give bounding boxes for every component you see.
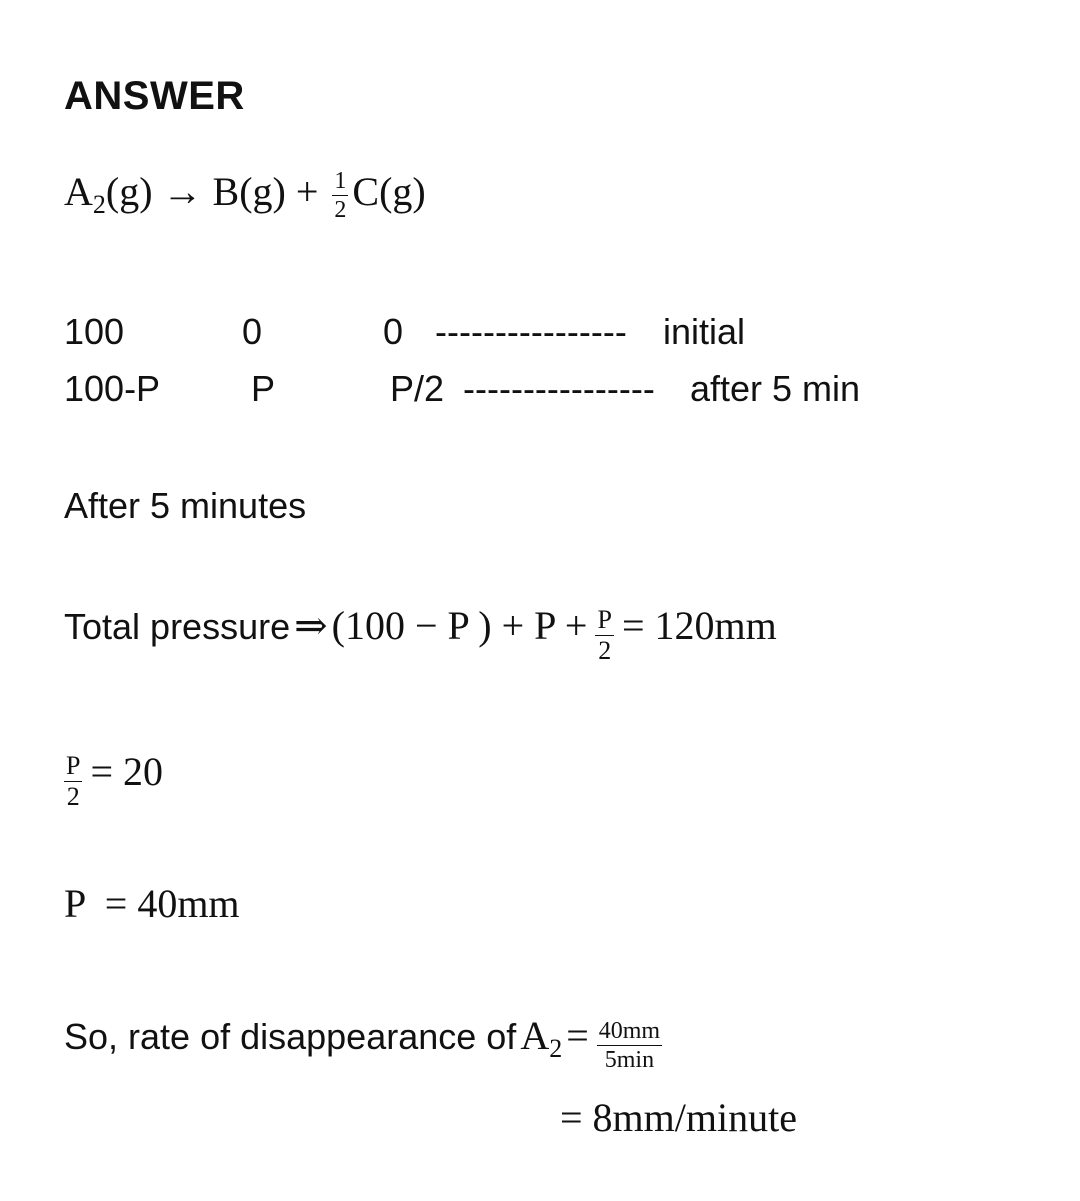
after-dashes: ----------------	[463, 368, 655, 409]
p-half-fraction	[595, 604, 613, 665]
coefficient-fraction	[332, 169, 348, 222]
after-c: P/2	[390, 368, 445, 409]
reactant-subscript: 2	[92, 190, 106, 219]
reactant: A	[64, 169, 93, 214]
rate-species-letter: A	[520, 1013, 550, 1058]
rate-result: = 8mm/minute	[560, 1095, 797, 1140]
initial-c: 0	[383, 311, 404, 352]
plus-sign: +	[295, 169, 319, 214]
after-a2: 100-P	[64, 368, 161, 409]
product-c: C(g)	[352, 169, 426, 214]
total-pressure-expression: (100 − P ) + P +	[331, 603, 588, 648]
half-p-result: = 20	[90, 749, 164, 794]
rate-label: So, rate of disappearance of	[64, 1016, 517, 1057]
coefficient-denominator: 2	[334, 197, 347, 224]
total-pressure-label: Total pressure	[64, 606, 291, 647]
implies-symbol: ⇒	[294, 603, 328, 648]
half-p-numerator: P	[66, 750, 81, 780]
total-pressure-equation	[64, 602, 777, 664]
answer-heading: ANSWER	[64, 74, 245, 118]
reactant-state: (g)	[105, 169, 153, 214]
initial-dashes: ----------------	[435, 311, 627, 352]
initial-label: initial	[663, 311, 746, 352]
rate-species	[520, 1013, 563, 1063]
after-label: after 5 min	[690, 368, 861, 409]
rate-species-subscript: 2	[549, 1034, 563, 1063]
p-value-equation: P = 40mm	[64, 881, 240, 926]
reaction-equation	[64, 168, 426, 222]
product-b: B(g)	[212, 169, 286, 214]
half-p-equation	[64, 748, 163, 810]
rate-fraction	[597, 1019, 662, 1072]
rate-equation	[64, 1012, 666, 1072]
p-half-denominator: 2	[598, 635, 612, 665]
p-half-numerator: P	[597, 604, 612, 634]
half-p-fraction	[64, 750, 82, 811]
coefficient-numerator: 1	[334, 168, 347, 195]
after-heading: After 5 minutes	[64, 485, 307, 526]
rate-denominator: 5min	[604, 1046, 655, 1073]
initial-b: 0	[242, 311, 263, 352]
total-pressure-result: = 120mm	[621, 603, 777, 648]
reaction-arrow: →	[162, 169, 203, 214]
after-b: P	[251, 368, 276, 409]
rate-numerator: 40mm	[598, 1017, 661, 1044]
half-p-denominator: 2	[66, 781, 80, 811]
initial-a2: 100	[64, 311, 125, 352]
rate-equals: =	[566, 1013, 589, 1058]
